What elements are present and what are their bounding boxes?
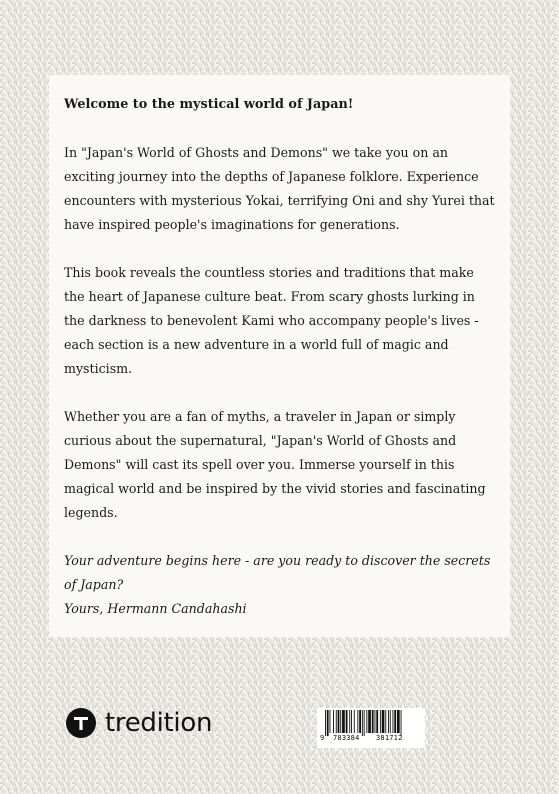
blurb-paragraph-3: Whether you are a fan of myths, a traveler in Japan or simply curious about the supernatural, "Japan's World of Ghosts and Demons" will cast its spell over you. Immerse yourself in this magical world and be inspired by the vivid stories and fascinating legends. [64,409,486,520]
barcode-bar [393,710,394,733]
barcode-bar [366,710,367,733]
barcode-bar [357,710,358,733]
barcode-bar [372,710,374,733]
back-cover-text-panel [49,75,510,637]
barcode-bar [375,710,376,733]
barcode-bar [354,710,355,733]
barcode-bar [359,710,361,733]
barcode-bar [376,710,378,733]
isbn-barcode [317,708,425,748]
barcode-bars [321,710,421,736]
barcode-bar [327,710,329,736]
barcode-bar [362,710,363,736]
blurb-paragraph-2: This book reveals the countless stories and traditions that make the heart of Japanese culture beat. From scary ghosts lurking in the darkness to benevolent Kami who accompany people's lives - each section is a new adventure in a world full of magic and mysticism. [64,265,479,376]
barcode-bar [330,710,331,733]
barcode-bar [336,710,337,733]
barcode-digits-left: 783384 [333,734,360,742]
closing-line: Your adventure begins here - are you ready to discover the secrets of Japan? [64,553,491,592]
barcode-bar [349,710,350,733]
barcode-bar [325,710,326,736]
barcode-bar [397,710,400,733]
barcode-digits-right: 381712 [376,734,403,742]
closing-block [64,549,496,621]
barcode-bar [382,710,385,733]
barcode-bar [364,710,365,736]
publisher-logo [66,706,212,740]
barcode-bar [346,710,348,733]
barcode-bar [342,710,345,733]
publisher-name: tredition [105,708,213,738]
barcode-bar [338,710,340,733]
tredition-t-icon [66,708,96,738]
barcode-bar [340,710,341,733]
barcode-bar [368,710,371,733]
barcode-bar [390,710,391,733]
barcode-bar [385,710,386,733]
cover-heading: Welcome to the mystical world of Japan! [64,97,354,112]
barcode-bar [351,710,352,733]
barcode-bar [388,710,389,733]
barcode-bar [380,710,381,733]
author-signature: Yours, Hermann Candahashi [64,601,247,616]
barcode-bar [401,710,402,736]
barcode-digit-first: 9 [320,734,325,742]
blurb-paragraph-1: In "Japan's World of Ghosts and Demons" we take you on an exciting journey into the depths of Japanese folklore. Experience encounters with mysterious Yokai, terrifying Oni and shy Yurei that have inspired people's imaginations for generations. [64,145,495,232]
barcode-bar [394,710,396,733]
barcode-bar [333,710,334,733]
